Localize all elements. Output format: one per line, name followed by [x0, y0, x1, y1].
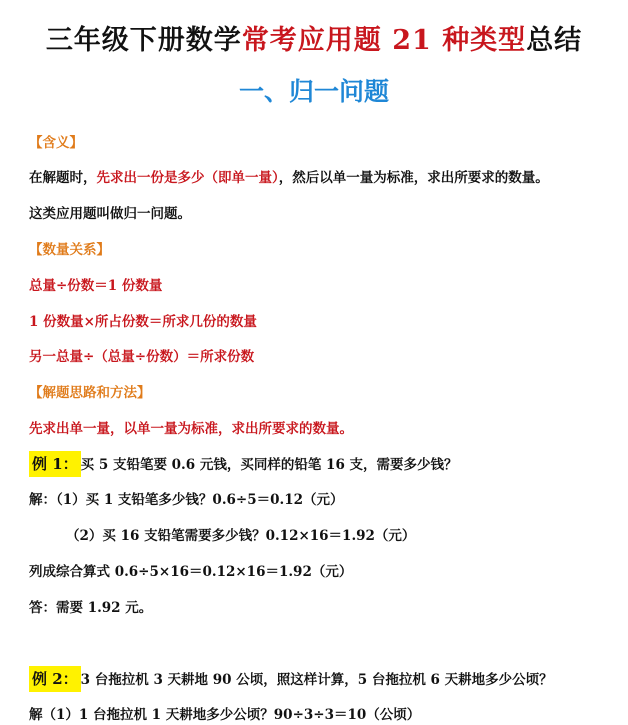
relation-2: 1 份数量×所占份数＝所求几份的数量	[29, 314, 257, 330]
meaning-line-2: 这类应用题叫做归一问题。	[29, 206, 191, 222]
title-part1: 三年级下册数学	[45, 25, 242, 56]
title-part4: 种类型	[442, 25, 527, 56]
example1-question: 买 5 支铅笔要 0.6 元钱，买同样的铅笔 16 支，需要多少钱？	[80, 457, 458, 473]
method-text: 先求出单一量，以单一量为标准，求出所要求的数量。	[29, 421, 353, 437]
page-title	[0, 18, 628, 57]
relation-1: 总量÷份数＝1 份数量	[29, 278, 163, 294]
example2-solution-1: 解（1）1 台拖拉机 1 天耕地多少公顷？90÷3÷3＝10（公顷）	[29, 707, 421, 723]
relation-heading: 【数量关系】	[29, 242, 110, 258]
meaning-line1-post: ，然后以单一量为标准，求出所要求的数量。	[278, 170, 549, 186]
example2-label: 例 2：	[29, 666, 81, 692]
example2-question: 3 台拖拉机 3 天耕地 90 公顷，照这样计算，5 台拖拉机 6 天耕地多少公顷？	[80, 672, 553, 688]
example1-formula: 列成综合算式 0.6÷5×16＝0.12×16＝1.92（元）	[29, 564, 353, 580]
meaning-heading: 【含义】	[29, 135, 83, 151]
meaning-line1-red: 先求出一份是多少（即单一量）	[96, 170, 279, 186]
example1-solution-2: （2）买 16 支铅笔需要多少钱？0.12×16＝1.92（元）	[66, 528, 416, 544]
example2-question-line	[29, 669, 553, 690]
section-subtitle: 一、归一问题	[238, 77, 389, 106]
example1-answer: 答：需要 1.92 元。	[29, 600, 153, 616]
relation-3: 另一总量÷（总量÷份数）＝所求份数	[29, 349, 255, 365]
method-heading: 【解题思路和方法】	[29, 385, 151, 401]
example1-solution-1: 解：（1）买 1 支铅笔多少钱？0.6÷5＝0.12（元）	[29, 492, 344, 508]
example1-question-line	[29, 454, 458, 475]
title-part2: 常考应用题	[241, 25, 382, 56]
meaning-line-1	[29, 168, 549, 188]
example1-label: 例 1：	[29, 451, 81, 477]
title-part3: 21	[381, 25, 443, 56]
title-part5: 总结	[526, 25, 583, 56]
meaning-line1-pre: 在解题时，	[29, 170, 97, 186]
